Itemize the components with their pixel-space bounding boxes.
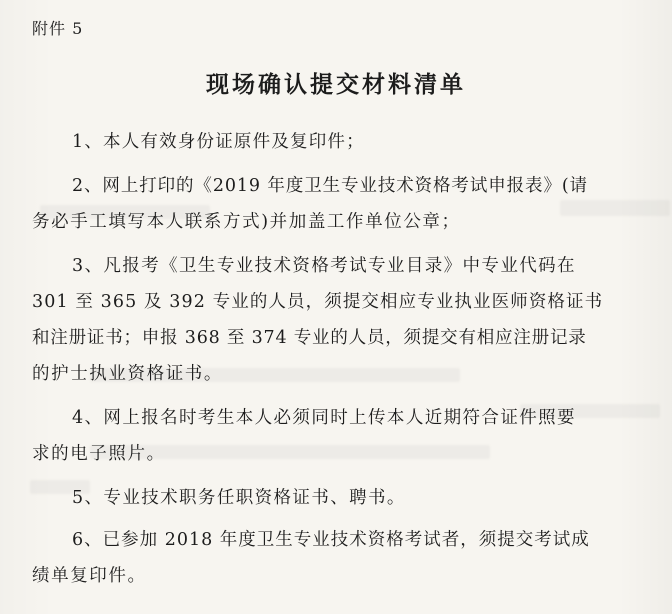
list-item-3-line-1: 3、凡报考《卫生专业技术资格考试专业目录》中专业代码在 bbox=[72, 256, 576, 276]
list-item-3-line-2: 301 至 365 及 392 专业的人员，须提交相应专业执业医师资格证书 bbox=[32, 292, 604, 312]
list-item-5: 5、专业技术职务任职资格证书、聘书。 bbox=[72, 488, 406, 508]
page-title: 现场确认提交材料清单 bbox=[206, 72, 466, 98]
bleed-through-mark bbox=[560, 200, 670, 216]
list-item-3-line-3: 和注册证书；申报 368 至 374 专业的人员，须提交有相应注册记录 bbox=[32, 328, 587, 348]
list-item-2-line-1: 2、网上打印的《2019 年度卫生专业技术资格考试申报表》(请 bbox=[72, 176, 588, 196]
attachment-label: 附件 5 bbox=[32, 19, 84, 38]
list-item-4-line-1: 4、网上报名时考生本人必须同时上传本人近期符合证件照要 bbox=[72, 408, 576, 428]
list-item-1: 1、本人有效身份证原件及复印件； bbox=[72, 132, 365, 152]
list-item-2-line-2: 务必手工填写本人联系方式)并加盖工作单位公章； bbox=[32, 212, 461, 232]
list-item-4-line-2: 求的电子照片。 bbox=[32, 444, 166, 464]
list-item-6-line-2: 绩单复印件。 bbox=[32, 566, 147, 586]
list-item-6-line-1: 6、已参加 2018 年度卫生专业技术资格考试者，须提交考试成 bbox=[72, 530, 590, 550]
list-item-3-line-4: 的护士执业资格证书。 bbox=[32, 364, 223, 384]
